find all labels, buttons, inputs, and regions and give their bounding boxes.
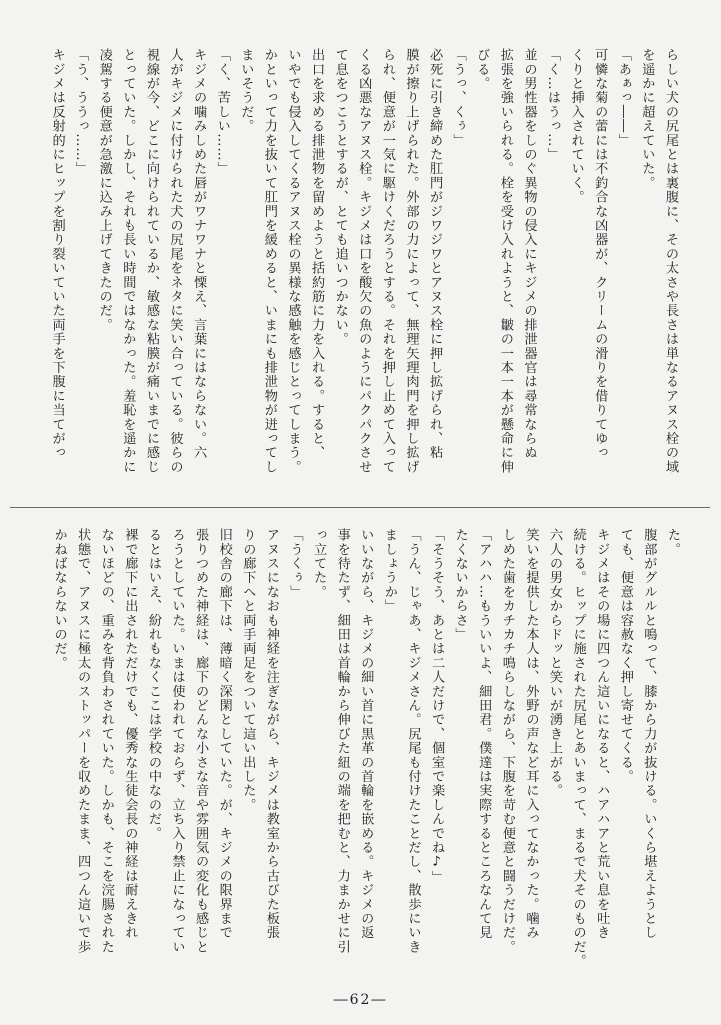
text-line: 腹部がグルルと鳴って、膝から力が抜ける。いくら堪えようとし	[641, 528, 657, 940]
text-line: らしい犬の尻尾とは裏腹に、その太さや長さは単なるアヌス栓の域	[663, 48, 678, 474]
text-line: っ立てた。	[311, 528, 327, 599]
text-line: 「うくぅ」	[287, 528, 303, 599]
text-line: 「あぁっ――」	[615, 48, 631, 148]
text-line: 出口を求める排泄物を留めようと括約筋に力を入れる。すると、	[309, 48, 325, 460]
page-number: ―62―	[333, 992, 388, 1008]
text-line: アヌスになおも神経を注ぎながら、キジメは教室から古びた板張	[263, 528, 279, 940]
text-line: りの廊下へと両手両足をついて這い出した。	[240, 528, 256, 812]
text-line: ても、便意は容赦なく押し寄せてくる。	[617, 528, 633, 784]
upper-text-block	[49, 48, 682, 488]
text-line: ないほどの、重みを背負わされていた。しかも、そこを浣腸された	[98, 528, 114, 954]
text-line: 凌駕する便意が急激に込み上げてきたのだ。	[96, 48, 112, 332]
text-line: ましょうか」	[381, 528, 397, 614]
text-line: 膜が擦り上げられた。外部の力によって、無理矢理肉門を押し拡げ	[403, 48, 419, 474]
text-line: くる凶悪なアヌス栓。キジメは口を酸欠の魚のようにパクパクさせ	[356, 48, 372, 474]
text-line: 視線が今、どこに向けられているか、敏感な粘膜が痛いまでに感じ	[143, 48, 159, 474]
text-line: 可憐な菊の蕾には不釣合な凶器が、クリームの滑りを借りてゆっ	[592, 48, 608, 460]
text-line: られ、便意が一気に駆けくだろうとする。それを押し止めて入って	[379, 48, 395, 474]
text-line: 並の男性器をしのぐ異物の侵入にキジメの排泄器官は尋常ならぬ	[521, 48, 537, 460]
text-line: 「アハハ…もういいよ、細田君。僕達は実際するところなんて見	[476, 528, 492, 940]
text-line: るとはいえ、紛れもなくここは学校の中なのだ。	[145, 528, 161, 841]
text-line: かねばならないのだ。	[51, 528, 67, 670]
text-line: 六人の男女からドッと笑いが湧き上がる。	[547, 528, 563, 798]
text-line: キジメはその場に四つん這いになると、ハアハアと荒い息を吐き	[594, 528, 610, 940]
text-line: 「うん、じゃあ、キジメさん。尻尾も付けたことだし、散歩にいき	[405, 528, 421, 954]
text-line: 人がキジメに付けられた犬の尻尾をネタに笑い合っている。彼らの	[167, 48, 183, 474]
text-line: 「そうそう、あとは二人だけで、個室で楽しんでね♪」	[429, 528, 445, 885]
text-line: て息をつこうとするが、とても追いつかない。	[332, 48, 348, 347]
text-line: 状態で、アヌスに極太のストッパーを収めたまま、四つん這いで歩	[75, 528, 91, 954]
text-line: 「うっ、くぅ」	[450, 48, 466, 148]
text-line: びる。	[474, 48, 490, 91]
text-line: くりと挿入されていく。	[568, 48, 584, 205]
text-line: 裸で廊下に出されただけでも、優秀な生徒会長の神経は耐えきれ	[122, 528, 138, 940]
text-line: しめた歯をカチカチ鳴らしながら、下腹を苛む便意と闘うだけだ。	[499, 528, 515, 954]
text-line: 「く…はうっ…」	[545, 48, 561, 162]
text-line: 続ける。ヒップに施された尻尾とあいまって、まるで犬そのものだ。	[570, 528, 586, 969]
text-line: 旧校舎の廊下は、薄暗く深閑としていた。が、キジメの限界まで	[216, 528, 232, 940]
text-line: いやでも侵入してくるアヌス栓の異様な感触を感じとってしまう。	[285, 48, 301, 474]
text-line: いいながら、キジメの細い首に黒革の首輪を嵌める。キジメの返	[358, 528, 374, 940]
section-divider	[10, 507, 710, 508]
text-line: たくないからさ」	[452, 528, 468, 642]
text-line: 「う、ううっ……」	[73, 48, 89, 176]
text-line: た。	[665, 528, 680, 557]
text-line: 必死に引き締めた肛門がジワジワとアヌス栓に押し拡げられ、粘	[427, 48, 443, 460]
text-line: を遥かに超えていた。	[639, 48, 655, 190]
text-line: ろうとしていた。いまは使われておらず、立ち入り禁止になってい	[169, 528, 185, 954]
text-line: キジメは反射的にヒップを割り裂いていた両手を下腹に当てがっ	[49, 48, 65, 460]
text-line: とっていた。しかし、それも長い時間ではなかった。羞恥を遥かに	[120, 48, 136, 474]
text-line: かといって力を抜いて肛門を緩めると、いまにも排泄物が迸ってし	[261, 48, 277, 474]
lower-text-block	[51, 528, 684, 969]
text-line: 張りつめた神経は、廊下のどんな小さな音や雰囲気の変化も感じと	[193, 528, 209, 954]
text-line: 事を待たず、細田は首輪から伸びた紐の端を把むと、力まかせに引	[334, 528, 350, 954]
text-line: まいそうだ。	[238, 48, 254, 134]
text-line: 笑いを提供した本人は、外野の声など耳に入ってなかった。噛み	[523, 528, 539, 940]
text-line: 「く、苦しい……」	[214, 48, 230, 176]
text-line: キジメの噛みしめた唇がワナワナと慄え、言葉にはならない。六	[191, 48, 207, 460]
text-line: 拡張を強いられる。栓を受け入れようと、皺の一本一本が懸命に伸	[497, 48, 513, 474]
